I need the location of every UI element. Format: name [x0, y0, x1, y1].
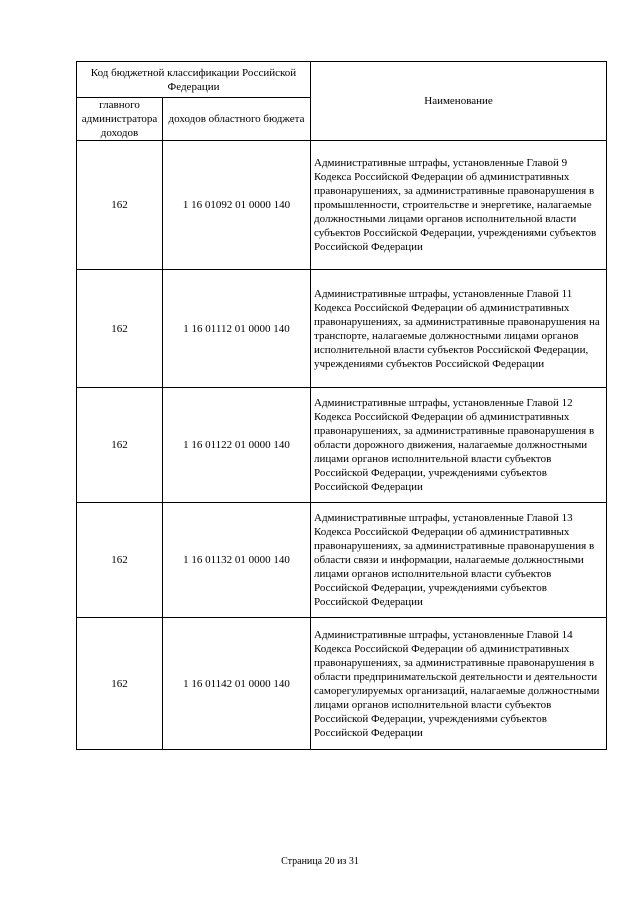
admin-code-cell: 162 [77, 270, 163, 388]
header-admin-code: главного администратора доходов [77, 98, 163, 141]
name-cell: Административные штрафы, установленные Главой 14 Кодекса Российской Федерации об административных правонарушениях, за административные правонарушения в области предпринимательской деятельности и деятельности саморегулируемых организаций, налагаемые должностными лицами органов исполнительной власти субъектов Российской Федерации, учреждениями субъектов Российской Федерации [311, 618, 607, 750]
admin-code-cell: 162 [77, 388, 163, 503]
table-row [77, 618, 607, 750]
name-cell: Административные штрафы, установленные Главой 13 Кодекса Российской Федерации об административных правонарушениях, за административные правонарушения в области связи и информации, налагаемые должностными лицами органов исполнительной власти субъектов Российской Федерации, учреждениями субъектов Российской Федерации [311, 503, 607, 618]
name-cell: Административные штрафы, установленные Главой 9 Кодекса Российской Федерации об административных правонарушениях, за административные правонарушения в промышленности, строительстве и энергетике, налагаемые должностными лицами органов исполнительной власти субъектов Российской Федерации, учреждениями субъектов Российской Федерации [311, 141, 607, 270]
name-cell: Административные штрафы, установленные Главой 12 Кодекса Российской Федерации об административных правонарушениях, за административные правонарушения в области дорожного движения, налагаемые должностными лицами органов исполнительной власти субъектов Российской Федерации, учреждениями субъектов Российской Федерации [311, 388, 607, 503]
table-row [77, 503, 607, 618]
header-name: Наименование [311, 62, 607, 141]
table-row [77, 388, 607, 503]
page-number: Страница 20 из 31 [281, 856, 359, 867]
table-row [77, 141, 607, 270]
budget-classification-table [76, 61, 607, 750]
income-code-cell: 1 16 01142 01 0000 140 [163, 618, 311, 750]
table-header-row [77, 62, 607, 98]
table-row [77, 270, 607, 388]
income-code-cell: 1 16 01132 01 0000 140 [163, 503, 311, 618]
income-code-cell: 1 16 01112 01 0000 140 [163, 270, 311, 388]
header-income-code: доходов областного бюджета [163, 98, 311, 141]
admin-code-cell: 162 [77, 618, 163, 750]
income-code-cell: 1 16 01122 01 0000 140 [163, 388, 311, 503]
header-budget-code-group: Код бюджетной классификации Российской Федерации [77, 62, 311, 98]
admin-code-cell: 162 [77, 503, 163, 618]
income-code-cell: 1 16 01092 01 0000 140 [163, 141, 311, 270]
name-cell: Административные штрафы, установленные Главой 11 Кодекса Российской Федерации об административных правонарушениях, за административные правонарушения на транспорте, налагаемые должностными лицами органов исполнительной власти субъектов Российской Федерации, учреждениями субъектов Российской Федерации [311, 270, 607, 388]
admin-code-cell: 162 [77, 141, 163, 270]
